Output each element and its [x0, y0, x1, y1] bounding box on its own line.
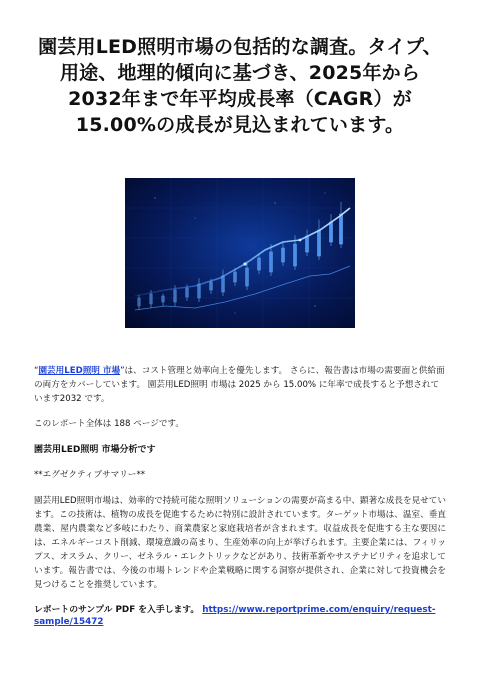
- hero-candle-body: [330, 222, 333, 242]
- page-count-text: このレポート全体は 188 ページです。: [34, 419, 184, 429]
- exec-summary-label: **エグゼクティブサマリー**: [34, 470, 146, 480]
- hero-candle-body: [340, 214, 343, 244]
- hero-candle-body: [186, 288, 189, 297]
- page-title: 園芸用LED照明市場の包括的な調査。タイプ、用途、地理的傾向に基づき、2025年から2032年まで年平均成長率（CAGR）が15.00%の成長が見込まれています。: [38, 36, 442, 136]
- hero-candle-body: [294, 244, 297, 266]
- hero-candle-body: [162, 296, 165, 302]
- sample-pdf-cta: [34, 604, 446, 628]
- hero-candle-body: [234, 272, 237, 282]
- hero-candle-body: [270, 252, 273, 272]
- hero-candle-body: [246, 268, 249, 286]
- analysis-heading: 園芸用LED照明 市場分析です: [34, 445, 156, 455]
- hero-candle-body: [210, 282, 213, 290]
- open-quote: “: [34, 366, 39, 376]
- hero-candle-body: [150, 294, 153, 304]
- hero-candle-body: [306, 236, 309, 252]
- cta-label: レポートのサンプル PDF を入手します。: [34, 605, 200, 615]
- sample-request-link[interactable]: https://www.reportprime.com/enquiry/request-sample/15472: [34, 605, 436, 627]
- hero-candle-body: [222, 276, 225, 292]
- summary-body: 園芸用LED照明市場は、効率的で持続可能な照明ソリューションの需要が高まる中、顕著な成長を見せています。この技術は、植物の成長を促進するために特別に設計されています。ターゲット市場は、温室、垂直農業、屋内農業など多岐にわたり、商業農家と家庭栽培者が含まれます。収益成長を促進する主な要因には、エネルギーコスト削減、環境意識の高まり、生産効率の向上が挙げられます。主要企業には、フィリップス、オスラム、クリー、ゼネラル・エレクトリックなどがあり、技術革新やサステナビリティを追求しています。報告書では、今後の市場トレンドや企業戦略に関する洞察が提供され、企業に対して投資機会を見つけることを推奨しています。: [34, 496, 446, 590]
- hero-candle-body: [174, 290, 177, 302]
- hero-candle-body: [318, 230, 321, 256]
- hero-candle-body: [282, 248, 285, 262]
- intro-paragraph: [34, 364, 446, 406]
- hero-candle-body: [198, 284, 201, 298]
- hero-candle-body: [138, 298, 141, 306]
- hero-image-financial-chart: [125, 178, 355, 328]
- hero-candle-body: [258, 258, 261, 270]
- market-report-link[interactable]: 園芸用LED照明 市場: [38, 366, 121, 376]
- intro-text: ”は、コスト管理と効率向上を優先します。 さらに、報告書は市場の需要面と供給面の両方をカバーしています。 園芸用LED照明 市場は 2025 から 15.00% に年率で成長すると予想されています2032 です。: [34, 366, 445, 404]
